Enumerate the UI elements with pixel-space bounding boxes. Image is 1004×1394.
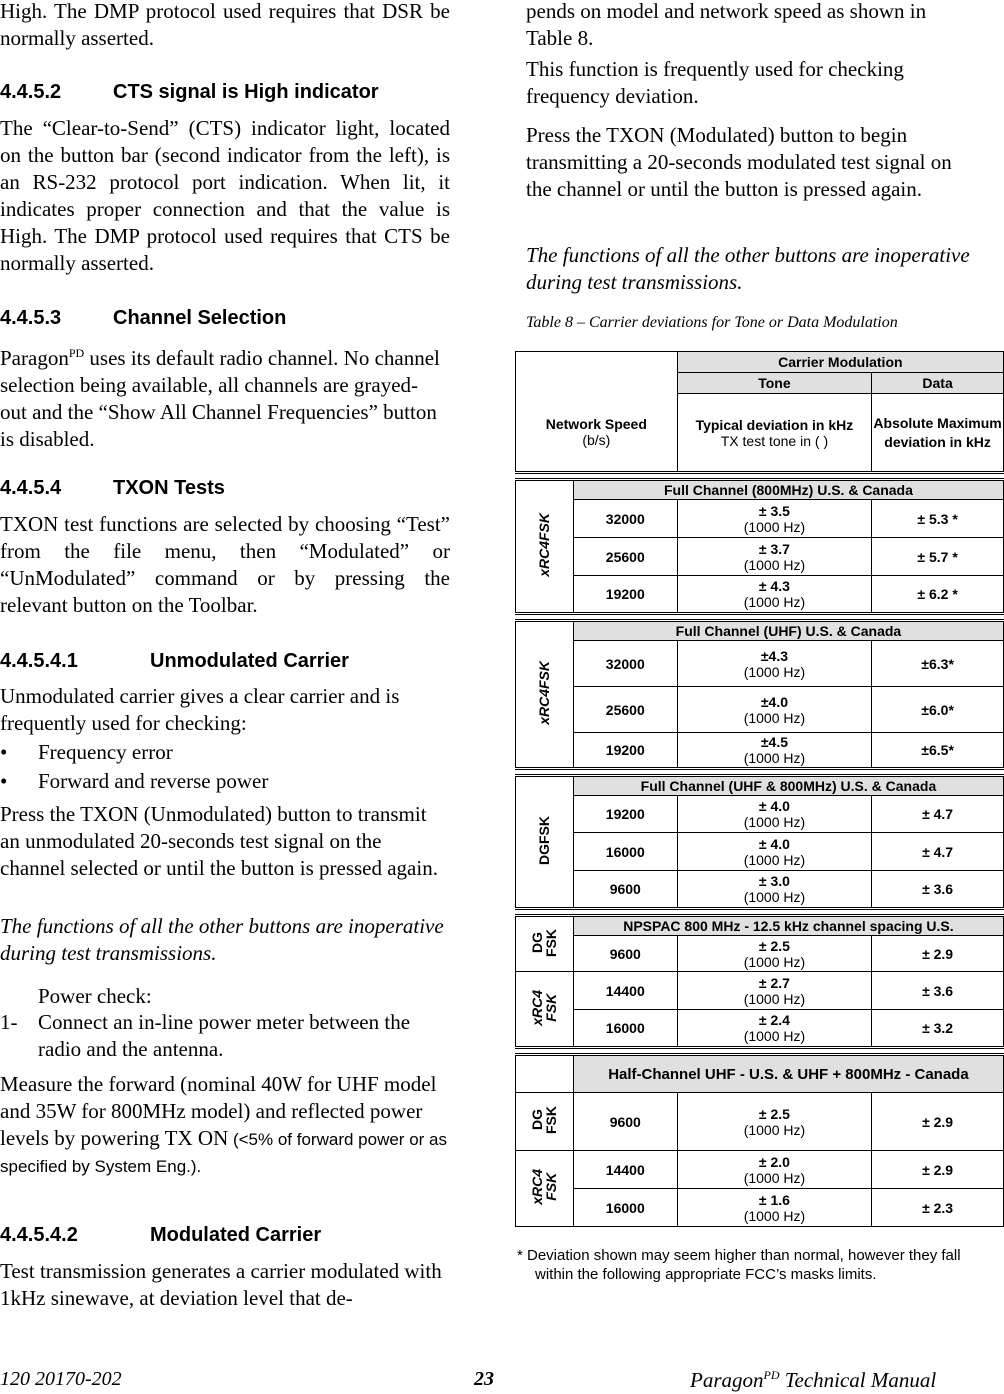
tone-value: ± 3.7: [758, 540, 790, 557]
tone-cell: [677, 1093, 872, 1151]
tone-cell: [677, 833, 872, 871]
speed-cell: 9600: [573, 871, 677, 909]
table-row: [516, 733, 1004, 769]
tone-value: ±4.0: [760, 693, 788, 710]
tone-value: ± 2.7: [758, 974, 790, 991]
max-deviation-cell: ± 6.2 *: [872, 576, 1004, 614]
heading-modulated-carrier: [0, 1224, 450, 1247]
section-title: Full Channel (UHF) U.S. & Canada: [573, 621, 1003, 641]
section-label-cell: [516, 621, 574, 769]
carrier-modulation-header: Carrier Modulation: [677, 352, 1003, 373]
section-title: Full Channel (UHF & 800MHz) U.S. & Canada: [573, 776, 1003, 796]
speed-cell: 14400: [573, 972, 677, 1010]
section-label: xRC4FSK: [536, 513, 553, 577]
heading-title: Modulated Carrier: [150, 1224, 322, 1246]
typical-deviation-label: Typical deviation in kHz: [695, 416, 854, 433]
table-row: [516, 687, 1004, 733]
section-label-cell: [516, 1093, 574, 1151]
speed-cell: 9600: [573, 1093, 677, 1151]
heading-title: Unmodulated Carrier: [150, 650, 349, 672]
product-superscript: PD: [68, 346, 85, 360]
paragraph-continued: pends on model and network speed as shown in Table 8.: [526, 0, 927, 50]
section-label-line1: DG: [529, 1109, 546, 1131]
tone-cell: [677, 687, 872, 733]
paragraph-channel: [0, 340, 440, 453]
max-deviation-cell: ± 2.3: [872, 1189, 1004, 1227]
typical-deviation-header: [677, 394, 872, 473]
section-label-line2: FSK: [543, 993, 560, 1022]
tone-frequency: (1000 Hz): [743, 889, 806, 905]
tone-cell: [677, 1189, 872, 1227]
paragraph-inoperative-2: The functions of all the other buttons are inoperative during test transmissions.: [526, 243, 970, 294]
max-deviation-cell: ± 5.7 *: [872, 538, 1004, 576]
speed-cell: 9600: [573, 936, 677, 972]
section-label-line2: FSK: [543, 928, 560, 957]
list-item: [0, 739, 450, 766]
section-label-line2: FSK: [543, 1106, 560, 1134]
speed-cell: 25600: [573, 687, 677, 733]
heading-number: 4.4.5.3: [0, 307, 62, 329]
section-title: Half-Channel UHF - U.S. & UHF + 800MHz - Canada: [573, 1055, 1003, 1093]
step-item: [0, 1009, 450, 1063]
table-row: [516, 538, 1004, 576]
footer-page-number: 23: [474, 1368, 494, 1390]
speed-cell: 19200: [573, 796, 677, 833]
table-row: [516, 871, 1004, 909]
table-caption: Table 8 – Carrier deviations for Tone or Data Modulation: [526, 314, 898, 331]
tone-cell: [677, 733, 872, 769]
tone-value: ± 2.5: [758, 937, 790, 954]
max-deviation-cell: ± 3.6: [872, 871, 1004, 909]
speed-cell: 32000: [573, 641, 677, 687]
paragraph-inoperative: The functions of all the other buttons are inoperative during test transmissions.: [0, 914, 444, 965]
paragraph-press-modulated: Press the TXON (Modulated) button to begin transmitting a 20-seconds modulated test signal on the channel or until the button is pressed again.: [526, 123, 952, 201]
tone-cell: [677, 500, 872, 538]
tone-cell: [677, 936, 872, 972]
paragraph-measure: [0, 1071, 450, 1179]
tone-frequency: (1000 Hz): [743, 814, 806, 830]
tone-cell: [677, 576, 872, 614]
section-title: NPSPAC 800 MHz - 12.5 kHz channel spacing U.S.: [573, 916, 1003, 936]
tone-value: ± 4.0: [758, 798, 790, 814]
tone-frequency: (1000 Hz): [743, 851, 806, 868]
tone-frequency: (1000 Hz): [743, 750, 806, 766]
step-text: Connect an in-line power meter between the radio and the antenna.: [38, 1010, 411, 1061]
heading-number: 4.4.5.4.1: [0, 650, 78, 672]
speed-cell: 16000: [573, 1189, 677, 1227]
tone-value: ±4.5: [760, 734, 788, 750]
footer-product-superscript: PD: [763, 1368, 780, 1382]
max-deviation-cell: ± 2.9: [872, 1093, 1004, 1151]
tone-frequency: (1000 Hz): [743, 1207, 806, 1224]
section-label: [530, 1169, 558, 1205]
section-label: [530, 929, 558, 957]
speed-cell: 16000: [573, 833, 677, 871]
section-label-cell: [516, 776, 574, 909]
heading-title: TXON Tests: [113, 477, 225, 499]
tone-frequency: (1000 Hz): [743, 518, 806, 535]
speed-cell: 25600: [573, 538, 677, 576]
max-deviation-cell: ± 3.2: [872, 1010, 1004, 1048]
heading-number: 4.4.5.4: [0, 477, 62, 499]
section-label-cell: [516, 972, 574, 1048]
max-deviation-cell: ± 3.6: [872, 972, 1004, 1010]
tone-frequency: (1000 Hz): [743, 1028, 806, 1044]
measure-note: (<5% of forward power or as specified by System Eng.).: [0, 1130, 447, 1176]
section-label-cell: [516, 480, 574, 614]
tone-frequency: (1000 Hz): [743, 990, 806, 1007]
network-speed-unit: (b/s): [582, 431, 611, 448]
max-deviation-cell: ± 2.9: [872, 936, 1004, 972]
tone-frequency: (1000 Hz): [743, 556, 806, 573]
tone-value: ±4.3: [760, 647, 788, 664]
tone-frequency: (1000 Hz): [743, 1121, 806, 1138]
paragraph-press-unmodulated: Press the TXON (Unmodulated) button to transmit an unmodulated 20-seconds test signal on the channel selected or until the button is pressed again.: [0, 802, 438, 880]
tone-frequency: (1000 Hz): [743, 594, 806, 610]
heading-number: 4.4.5.2: [0, 81, 62, 103]
absolute-max-header: Absolute Maximum deviation in kHz: [872, 394, 1004, 473]
section-label-cell: [516, 1151, 574, 1227]
section-label: xRC4FSK: [536, 661, 553, 725]
table-row: [516, 1189, 1004, 1227]
table-row: [516, 500, 1004, 538]
heading-txon-tests: [0, 477, 450, 500]
tone-frequency: (1000 Hz): [743, 953, 806, 970]
empty-cell: [516, 1055, 574, 1093]
tone-value: ± 2.0: [758, 1153, 790, 1170]
measure-text: Measure the forward (nominal 40W for UHF model and 35W for 800MHz model) and reflected power levels by powering TX ON: [0, 1072, 437, 1150]
section-label-line1: xRC4: [529, 989, 546, 1026]
list-item: [0, 768, 450, 795]
speed-cell: 19200: [573, 733, 677, 769]
table-row: [516, 641, 1004, 687]
tone-cell: [677, 538, 872, 576]
tone-frequency: (1000 Hz): [743, 1169, 806, 1186]
tone-value: ± 4.0: [758, 835, 790, 852]
tone-value: ± 1.6: [758, 1191, 790, 1208]
tone-value: ± 3.5: [758, 502, 790, 519]
tone-value: ± 2.4: [758, 1012, 790, 1028]
table-row: [516, 1151, 1004, 1189]
power-check-label: Power check:: [38, 984, 152, 1008]
paragraph-modulated: Test transmission generates a carrier modulated with 1kHz sinewave, at deviation level that de-: [0, 1259, 442, 1310]
section-label-line2: FSK: [543, 1173, 560, 1201]
heading-title: CTS signal is High indicator: [113, 81, 379, 103]
heading-channel-selection: [0, 307, 450, 330]
data-header: Data: [872, 373, 1004, 394]
table-row: [516, 833, 1004, 871]
section-label-cell: [516, 916, 574, 972]
heading-cts: [0, 81, 450, 104]
paragraph-txon: TXON test functions are selected by choosing “Test” from the file menu, then “Modulated” or “UnModulated” command or by pressing the relevant button on the Toolbar.: [0, 512, 450, 617]
section-label-line1: xRC4: [529, 1169, 546, 1205]
tone-cell: [677, 972, 872, 1010]
tx-test-tone-label: TX test tone in ( ): [720, 432, 829, 449]
heading-title: Channel Selection: [113, 307, 287, 329]
speed-cell: 14400: [573, 1151, 677, 1189]
footer-manual-title: [690, 1362, 936, 1394]
max-deviation-cell: ±6.5*: [872, 733, 1004, 769]
section-label: DGFSK: [536, 816, 553, 865]
list-item-text: Frequency error: [38, 740, 173, 764]
table-row: [516, 936, 1004, 972]
tone-frequency: (1000 Hz): [743, 709, 806, 726]
section-label: [530, 990, 558, 1026]
tone-value: ± 4.3: [758, 578, 790, 594]
tone-cell: [677, 1151, 872, 1189]
section-label: [530, 1106, 558, 1134]
paragraph-frequency: This function is frequently used for checking frequency deviation.: [526, 57, 904, 108]
speed-cell: 16000: [573, 1010, 677, 1048]
bullet-icon: •: [0, 740, 8, 764]
section-label-line1: DG: [529, 932, 546, 953]
max-deviation-cell: ± 2.9: [872, 1151, 1004, 1189]
tone-value: ± 2.5: [758, 1105, 790, 1122]
max-deviation-cell: ±6.3*: [872, 641, 1004, 687]
tone-cell: [677, 796, 872, 833]
tone-cell: [677, 871, 872, 909]
table-row: [516, 1010, 1004, 1048]
list-item-text: Forward and reverse power: [38, 769, 269, 793]
max-deviation-cell: ±6.0*: [872, 687, 1004, 733]
max-deviation-cell: ± 5.3 *: [872, 500, 1004, 538]
heading-unmodulated-carrier: [0, 650, 450, 673]
table-row: [516, 796, 1004, 833]
network-speed-header: [516, 352, 678, 473]
footer-title-text: Technical Manual: [779, 1368, 937, 1392]
table-row: [516, 1093, 1004, 1151]
table-row: [516, 972, 1004, 1010]
table-row: [516, 576, 1004, 614]
paragraph-dsr: High. The DMP protocol used requires that DSR be normally asserted.: [0, 0, 450, 50]
heading-number: 4.4.5.4.2: [0, 1224, 78, 1246]
section-title: Full Channel (800MHz) U.S. & Canada: [573, 480, 1003, 500]
max-deviation-cell: ± 4.7: [872, 796, 1004, 833]
tone-frequency: (1000 Hz): [743, 663, 806, 680]
table-footnote: * Deviation shown may seem higher than normal, however they fall within the following appropriate FCC’s masks limits.: [517, 1247, 961, 1283]
footer-doc-number: 120 20170-202: [0, 1368, 122, 1390]
bullet-icon: •: [0, 769, 8, 793]
paragraph-cts: The “Clear-to-Send” (CTS) indicator light, located on the button bar (second indicator from the left), is an RS-232 protocol port indication. When lit, it indicates proper connection and that the value is High. The DMP protocol used requires that CTS be normally asserted.: [0, 116, 450, 275]
tone-value: ± 3.0: [758, 873, 790, 889]
footer-product: Paragon: [690, 1368, 764, 1392]
speed-cell: 32000: [573, 500, 677, 538]
tone-cell: [677, 641, 872, 687]
product-name: Paragon: [0, 346, 69, 370]
deviation-table: [515, 351, 1004, 1227]
paragraph-unmodulated: Unmodulated carrier gives a clear carrier and is frequently used for checking:: [0, 684, 400, 735]
step-number: 1-: [0, 1010, 18, 1034]
tone-cell: [677, 1010, 872, 1048]
paragraph-channel-text: uses its default radio channel. No channel selection being available, all channels are grayed-out and the “Show All Channel Frequencies” button is disabled.: [0, 346, 440, 451]
network-speed-label: Network Speed: [545, 415, 647, 432]
max-deviation-cell: ± 4.7: [872, 833, 1004, 871]
speed-cell: 19200: [573, 576, 677, 614]
tone-header: Tone: [677, 373, 872, 394]
